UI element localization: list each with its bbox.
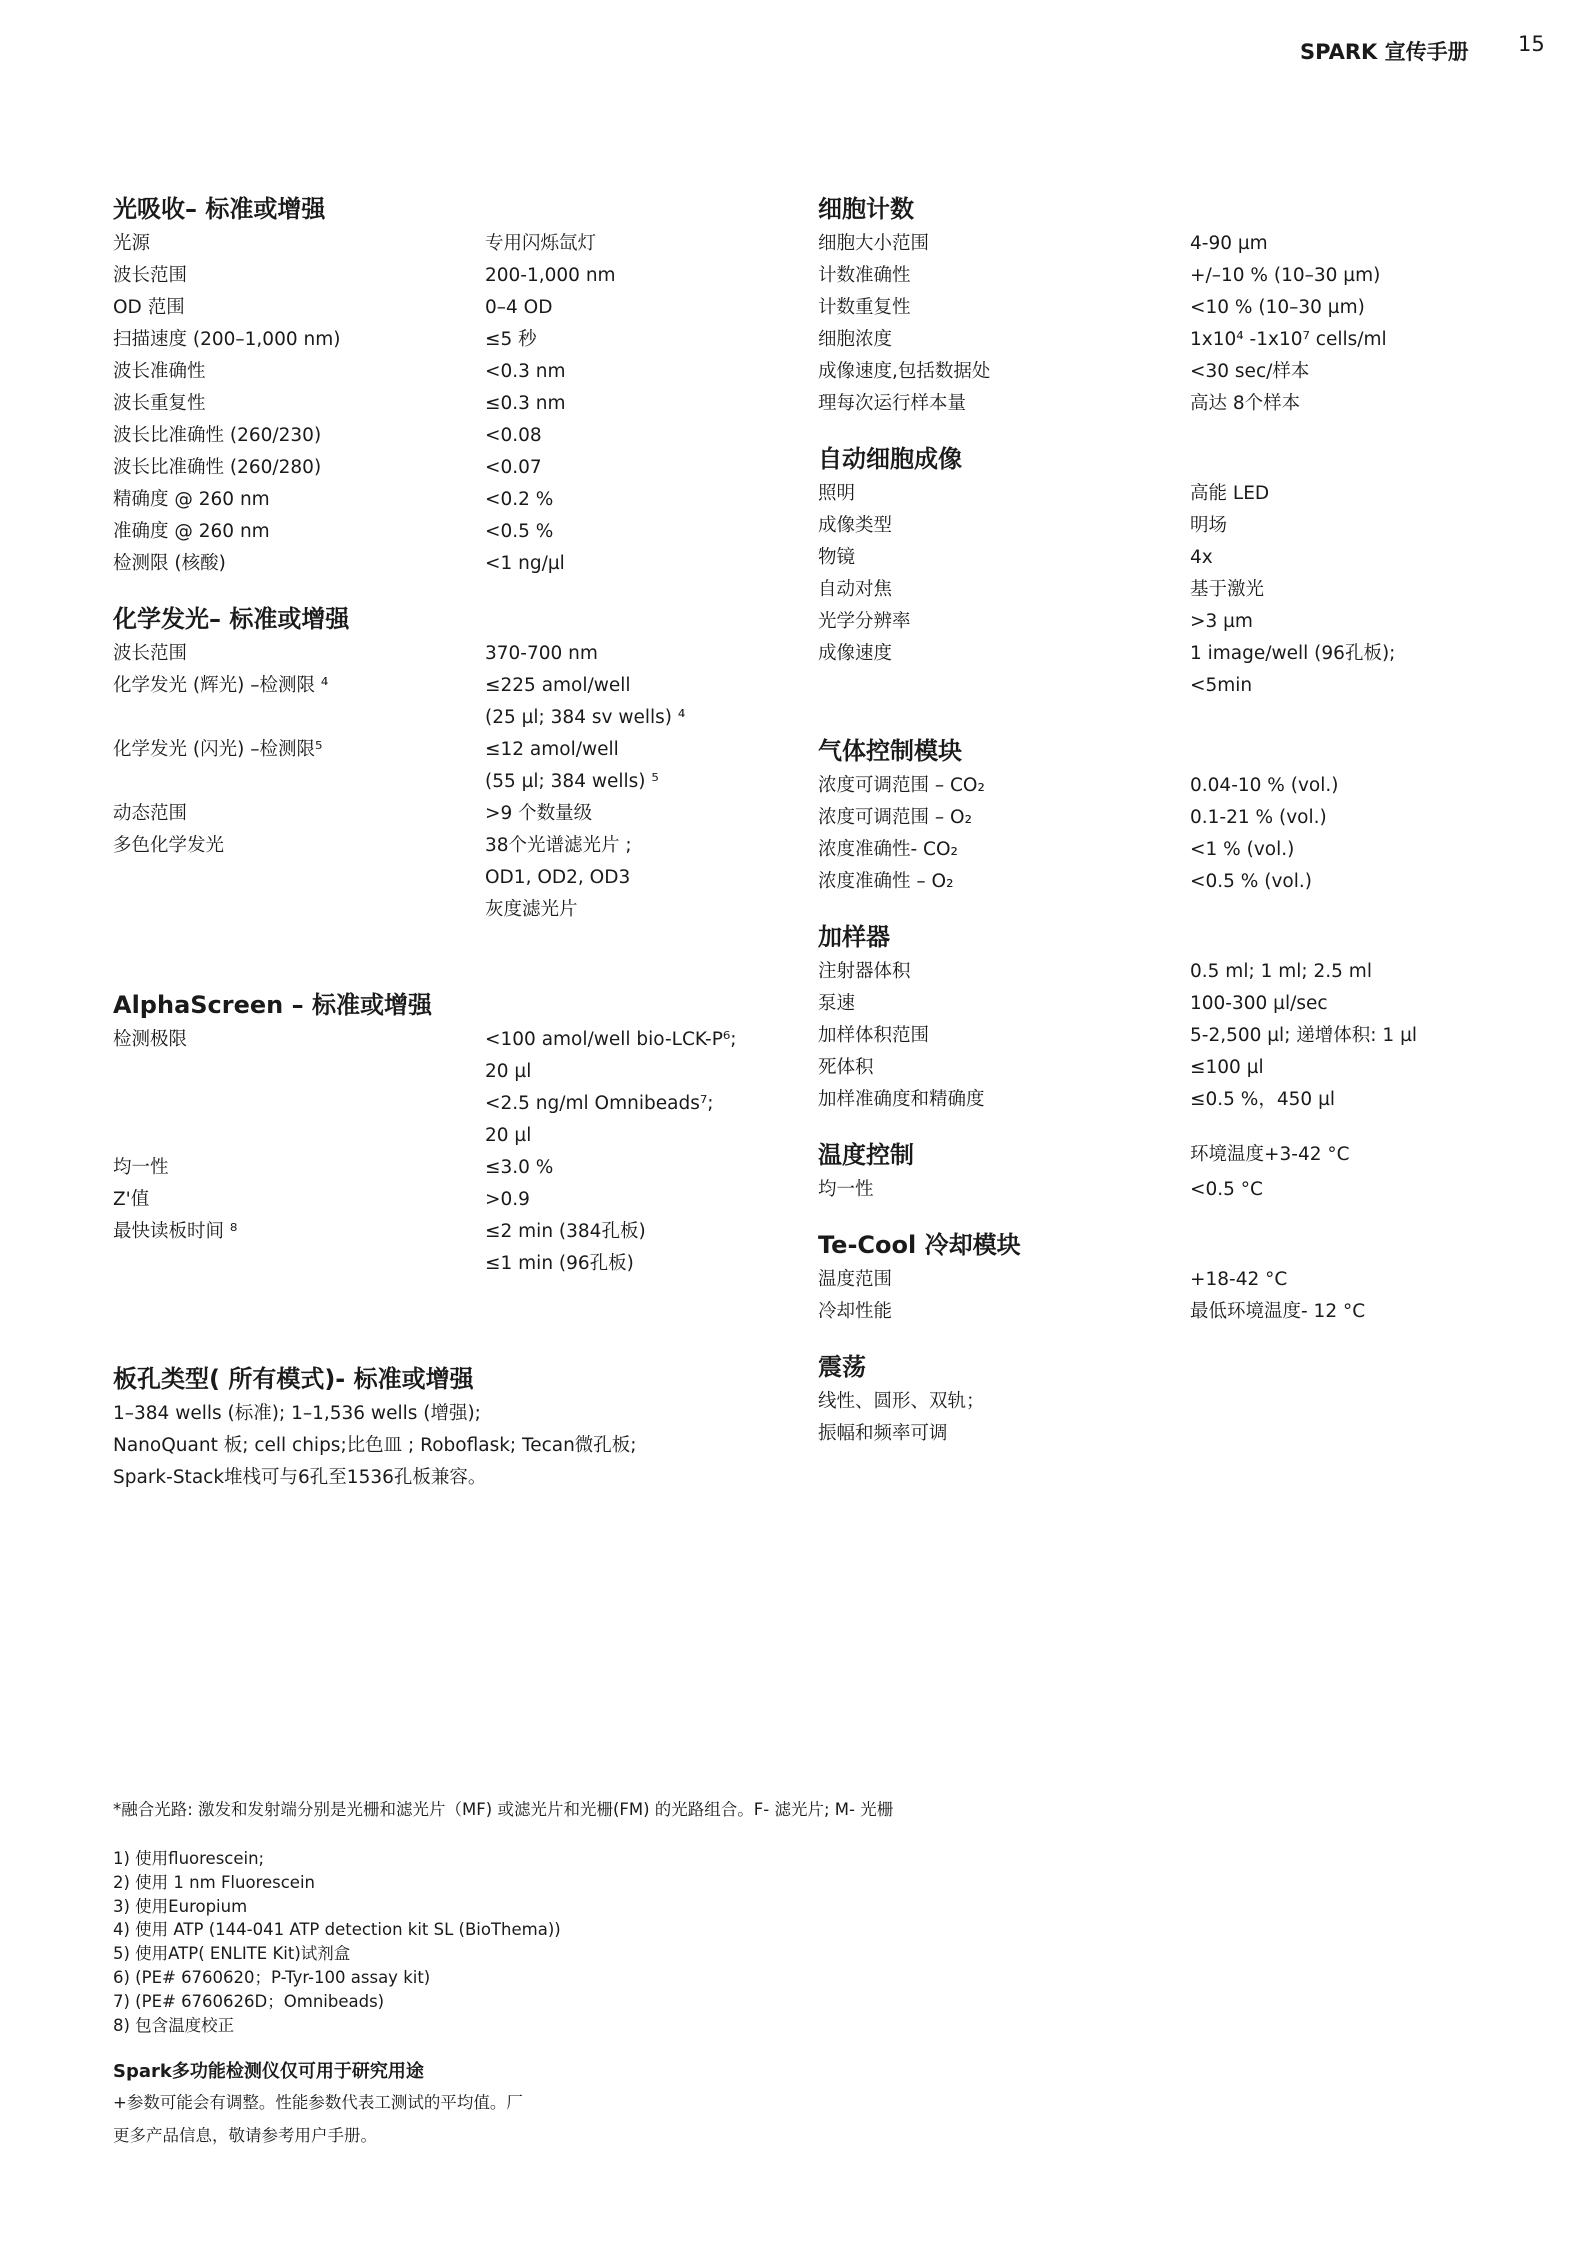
spec-row — [818, 834, 1498, 866]
spec-value: <0.5 % (vol.) — [1190, 871, 1312, 892]
spec-label: 波长准确性 — [113, 361, 206, 382]
disclaimer-line: +参数可能会有调整。性能参数代表工测试的平均值。厂 — [113, 2093, 523, 2112]
spec-label: 物镜 — [818, 547, 856, 568]
spec-row — [818, 1020, 1498, 1052]
spec-label: 化学发光 (闪光) –检测限⁵ — [113, 739, 323, 760]
spec-label: 冷却性能 — [818, 1301, 893, 1322]
spec-row — [818, 1264, 1498, 1296]
section-plate-types — [113, 1360, 793, 1494]
spec-row — [818, 356, 1498, 388]
spec-row — [818, 510, 1498, 542]
spec-value: >3 µm — [1190, 611, 1253, 632]
value-line: ≤12 amol/well — [485, 739, 619, 760]
paragraph-line: NanoQuant 板; cell chips;比色皿 ; Roboflask; Tecan微孔板; — [113, 1435, 637, 1456]
spec-row — [113, 388, 793, 420]
spec-label: 波长范围 — [113, 643, 188, 664]
spec-row — [818, 324, 1498, 356]
spec-label: 均一性 — [113, 1157, 169, 1178]
spec-value: +/–10 % (10–30 µm) — [1190, 265, 1381, 286]
value-line: 灰度滤光片 — [485, 899, 578, 920]
spec-row — [113, 324, 793, 356]
spec-row — [818, 260, 1498, 292]
spec-row — [818, 542, 1498, 574]
section-shaking — [818, 1348, 1498, 1450]
value-line: <2.5 ng/ml Omnibeads⁷; — [485, 1093, 714, 1114]
paragraph-line: Spark-Stack堆栈可与6孔至1536孔板兼容。 — [113, 1467, 487, 1488]
section-title: 自动细胞成像 — [818, 445, 962, 473]
spec-row — [818, 574, 1498, 606]
section-title: 加样器 — [818, 923, 890, 951]
spec-row — [113, 830, 793, 926]
spec-label: 死体积 — [818, 1057, 874, 1078]
spec-label: 温度范围 — [818, 1269, 893, 1290]
spec-value: >0.9 — [485, 1189, 530, 1210]
spec-label: 成像速度 — [818, 643, 893, 664]
section-tecool — [818, 1226, 1498, 1328]
spec-row — [818, 1174, 1498, 1206]
spec-label: 自动对焦 — [818, 579, 893, 600]
value-line: 1 image/well (96孔板); — [1190, 643, 1396, 664]
footnote: 8) 包含温度校正 — [113, 2015, 235, 2035]
spec-value — [485, 1216, 793, 1280]
spec-row — [113, 228, 793, 260]
spec-label: Z'值 — [113, 1189, 150, 1210]
spec-row — [113, 484, 793, 516]
spec-value: 100-300 µl/sec — [1190, 993, 1328, 1014]
section-injectors — [818, 918, 1498, 1116]
spec-value: <1 % (vol.) — [1190, 839, 1295, 860]
spec-label: 浓度可调范围 – O₂ — [818, 807, 972, 828]
value-line: 20 µl — [485, 1061, 532, 1082]
section-title: 细胞计数 — [818, 195, 914, 223]
spec-row — [818, 770, 1498, 802]
section-absorbance — [113, 190, 793, 580]
section-title: Te-Cool 冷却模块 — [818, 1231, 1021, 1259]
spec-value — [485, 1024, 793, 1152]
spec-value: 明场 — [1190, 515, 1228, 536]
spec-row — [113, 548, 793, 580]
disclaimer-title: Spark多功能检测仪仅可用于研究用途 — [113, 2061, 424, 2082]
spec-label: 计数准确性 — [818, 265, 911, 286]
spec-value: 0.1-21 % (vol.) — [1190, 807, 1327, 828]
footnote: 7) (PE# 6760626D；Omnibeads) — [113, 1991, 385, 2011]
spec-label: 扫描速度 (200–1,000 nm) — [113, 329, 341, 350]
spec-label: 波长比准确性 (260/280) — [113, 457, 322, 478]
footnote: 4) 使用 ATP (144-041 ATP detection kit SL (BioThema)) — [113, 1920, 561, 1940]
spec-label: 计数重复性 — [818, 297, 911, 318]
section-title: 光吸收– 标准或增强 — [113, 195, 326, 223]
disclaimer-line: 更多产品信息，敬请参考用户手册。 — [113, 2126, 377, 2145]
value-line: (55 µl; 384 wells) ⁵ — [485, 771, 659, 792]
spec-label: 检测极限 — [113, 1029, 188, 1050]
spec-row — [113, 356, 793, 388]
spec-label: 加样体积范围 — [818, 1025, 930, 1046]
spec-value: 200-1,000 nm — [485, 265, 616, 286]
spec-label: 均一性 — [818, 1179, 874, 1200]
spec-row — [818, 228, 1498, 260]
spec-row — [113, 420, 793, 452]
spec-label: 动态范围 — [113, 803, 188, 824]
spec-label: 光源 — [113, 233, 151, 254]
spec-row — [113, 516, 793, 548]
spec-value: <0.5 % — [485, 521, 554, 542]
spec-label: 加样准确度和精确度 — [818, 1089, 985, 1110]
spec-label: 理每次运行样本量 — [818, 393, 967, 414]
value-line: <5min — [1190, 675, 1253, 696]
value-line: 38个光谱滤光片 ; — [485, 835, 632, 856]
spec-value: ≤0.5 %，450 µl — [1190, 1089, 1335, 1110]
spec-row — [818, 478, 1498, 510]
value-line: ≤1 min (96孔板) — [485, 1253, 634, 1274]
value-line: (25 µl; 384 sv wells) ⁴ — [485, 707, 686, 728]
value-line: OD1, OD2, OD3 — [485, 867, 631, 888]
value-line: ≤225 amol/well — [485, 675, 631, 696]
spec-value: +18-42 °C — [1190, 1269, 1288, 1290]
spec-label: 成像类型 — [818, 515, 893, 536]
header-title: SPARK 宣传手册 — [1300, 40, 1469, 64]
section-title-row — [818, 1136, 1498, 1174]
spec-value: <0.3 nm — [485, 361, 566, 382]
spec-label: 最快读板时间 ⁸ — [113, 1221, 238, 1242]
spec-label: 光学分辨率 — [818, 611, 911, 632]
spec-row — [818, 606, 1498, 638]
spec-label: 细胞浓度 — [818, 329, 893, 350]
section-title: 板孔类型( 所有模式)- 标准或增强 — [113, 1365, 474, 1393]
spec-value: 370-700 nm — [485, 643, 598, 664]
spec-label: 准确度 @ 260 nm — [113, 521, 270, 542]
spec-label: 精确度 @ 260 nm — [113, 489, 270, 510]
section-title: 温度控制 — [818, 1141, 914, 1169]
spec-label: 波长范围 — [113, 265, 188, 286]
spec-row — [113, 292, 793, 324]
spec-value: ≤0.3 nm — [485, 393, 566, 414]
spec-label: 照明 — [818, 483, 856, 504]
spec-value: <0.5 °C — [1190, 1179, 1263, 1200]
spec-row — [113, 452, 793, 484]
value-line: <100 amol/well bio-LCK-P⁶; — [485, 1029, 737, 1050]
spec-value: 4-90 µm — [1190, 233, 1268, 254]
footnote: 3) 使用Europium — [113, 1896, 248, 1916]
spec-row — [818, 988, 1498, 1020]
spec-value: <1 ng/µl — [485, 553, 565, 574]
spec-row — [113, 1216, 793, 1280]
footnote: 6) (PE# 6760620；P-Tyr-100 assay kit) — [113, 1967, 431, 1987]
section-title: 震荡 — [818, 1353, 866, 1381]
spec-row — [113, 1152, 793, 1184]
spec-value: <0.08 — [485, 425, 542, 446]
spec-row — [113, 734, 793, 798]
spec-value: ≤3.0 % — [485, 1157, 554, 1178]
spec-value: ≤5 秒 — [485, 329, 537, 350]
section-alphascreen — [113, 986, 793, 1280]
spec-row — [818, 638, 1498, 702]
section-title: AlphaScreen – 标准或增强 — [113, 991, 432, 1019]
disclaimer-block — [113, 2058, 1413, 2152]
spec-value: 基于激光 — [1190, 579, 1265, 600]
section-title: 气体控制模块 — [818, 737, 962, 765]
footnotes-block — [113, 1797, 1413, 2037]
spec-label: 化学发光 (辉光) –检测限 ⁴ — [113, 675, 329, 696]
spec-value: 高达 8个样本 — [1190, 393, 1301, 414]
spec-value: <30 sec/样本 — [1190, 361, 1310, 382]
spec-row — [818, 802, 1498, 834]
spec-value: 5-2,500 µl; 递增体积: 1 µl — [1190, 1025, 1417, 1046]
spec-row — [113, 670, 793, 734]
left-column — [113, 190, 793, 1494]
spec-row — [113, 798, 793, 830]
spec-label: 波长重复性 — [113, 393, 206, 414]
paragraph-line: 1–384 wells (标准); 1–1,536 wells (增强); — [113, 1403, 481, 1424]
footnote: 2) 使用 1 nm Fluorescein — [113, 1872, 316, 1892]
spec-row — [818, 866, 1498, 898]
value-line: 20 µl — [485, 1125, 532, 1146]
spec-label: 泵速 — [818, 993, 856, 1014]
spec-row — [113, 1024, 793, 1152]
spec-label: 多色化学发光 — [113, 835, 225, 856]
spec-label: 浓度准确性- CO₂ — [818, 839, 958, 860]
spec-row — [818, 1052, 1498, 1084]
footnote: 1) 使用fluorescein; — [113, 1849, 265, 1868]
right-column — [818, 190, 1498, 1450]
section-luminescence — [113, 600, 793, 926]
spec-value: 1x10⁴ -1x10⁷ cells/ml — [1190, 329, 1387, 350]
section-cell-counting — [818, 190, 1498, 420]
spec-value: 专用闪烁氙灯 — [485, 233, 597, 254]
paragraph-line: 振幅和频率可调 — [818, 1423, 948, 1444]
spec-label: 波长比准确性 (260/230) — [113, 425, 322, 446]
spec-row — [113, 638, 793, 670]
footnote: 5) 使用ATP( ENLITE Kit)试剂盒 — [113, 1944, 351, 1964]
spec-value: 最低环境温度- 12 °C — [1190, 1301, 1366, 1322]
spec-row — [818, 1084, 1498, 1116]
spec-label: 细胞大小范围 — [818, 233, 930, 254]
spec-value: 0.04-10 % (vol.) — [1190, 775, 1339, 796]
spec-value: <0.2 % — [485, 489, 554, 510]
spec-label: OD 范围 — [113, 297, 185, 318]
section-temperature — [818, 1136, 1498, 1206]
spec-value: <0.07 — [485, 457, 542, 478]
spec-value: 高能 LED — [1190, 483, 1270, 504]
section-cell-imaging — [818, 440, 1498, 702]
section-gas-control — [818, 732, 1498, 898]
spec-value: 0–4 OD — [485, 297, 553, 318]
spec-value: 环境温度+3-42 °C — [1190, 1144, 1350, 1165]
spec-value — [485, 830, 793, 926]
spec-label: 注射器体积 — [818, 961, 911, 982]
spec-label: 检测限 (核酸) — [113, 553, 226, 574]
spec-value: >9 个数量级 — [485, 803, 593, 824]
spec-value — [485, 734, 793, 798]
spec-row — [113, 1184, 793, 1216]
page-number: 15 — [1518, 32, 1545, 56]
spec-value — [1190, 638, 1498, 702]
spec-row — [818, 1296, 1498, 1328]
spec-label: 成像速度,包括数据处 — [818, 361, 991, 382]
paragraph-line: 线性、圆形、双轨； — [818, 1391, 985, 1412]
section-title: 化学发光– 标准或增强 — [113, 605, 350, 633]
spec-value: 4x — [1190, 547, 1213, 568]
spec-value: 0.5 ml; 1 ml; 2.5 ml — [1190, 961, 1372, 982]
spec-label: 浓度可调范围 – CO₂ — [818, 775, 985, 796]
fusion-optics-note: *融合光路: 激发和发射端分别是光栅和滤光片（MF) 或滤光片和光栅(FM) 的光路组合。F- 滤光片; M- 光栅 — [113, 1800, 894, 1819]
spec-row — [818, 956, 1498, 988]
spec-label: 浓度准确性 – O₂ — [818, 871, 954, 892]
spec-row — [818, 388, 1498, 420]
value-line: ≤2 min (384孔板) — [485, 1221, 646, 1242]
spec-row — [113, 260, 793, 292]
spec-row — [818, 292, 1498, 324]
spec-value — [485, 670, 793, 734]
spec-value: <10 % (10–30 µm) — [1190, 297, 1365, 318]
spec-value: ≤100 µl — [1190, 1057, 1264, 1078]
